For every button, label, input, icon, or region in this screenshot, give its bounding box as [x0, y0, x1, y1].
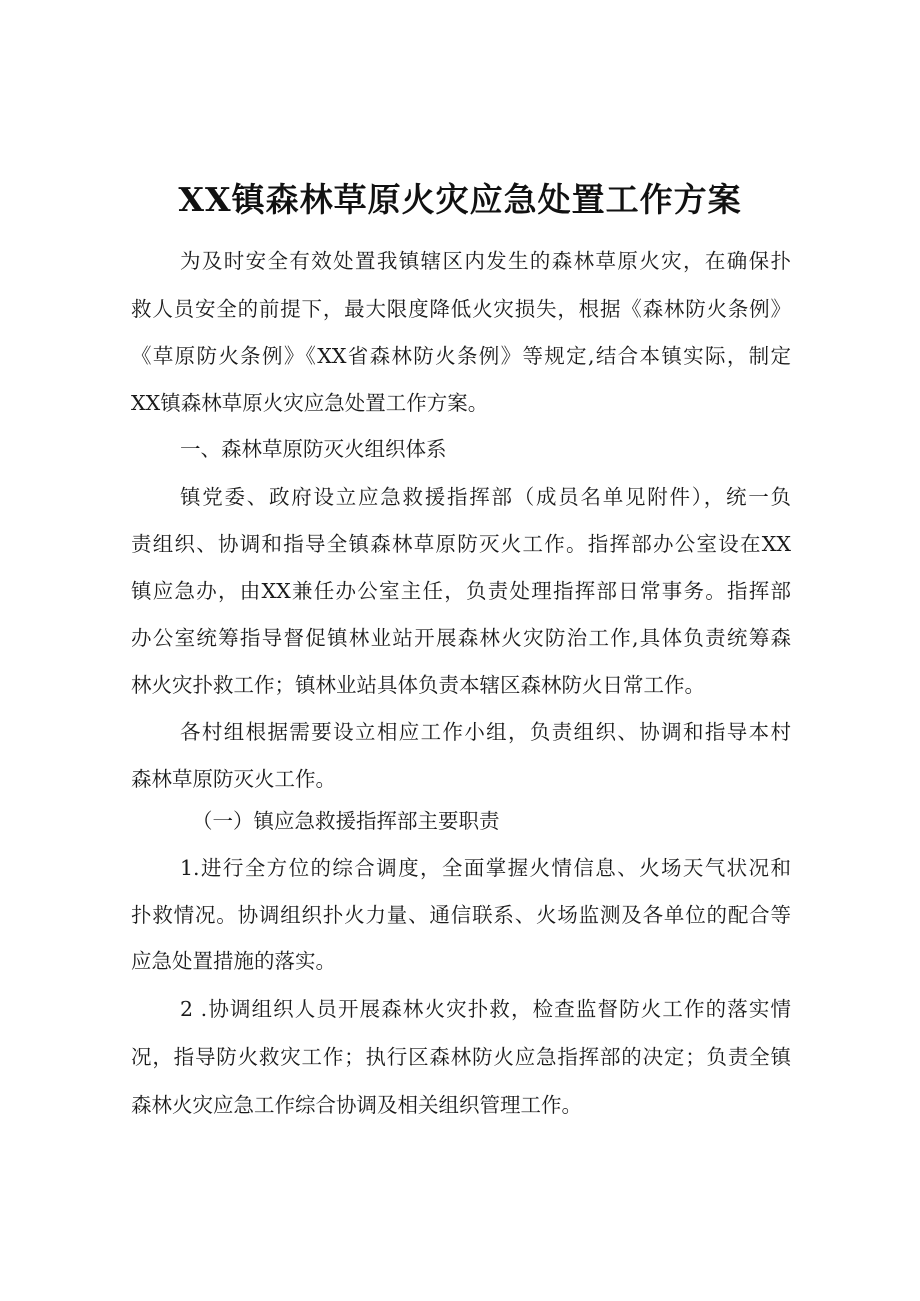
item1-line-3: 应急处置措施的落实。 — [131, 949, 336, 973]
section-heading: 一、森林草原防灭火组织体系 — [180, 437, 447, 461]
intro-line-3: 《草原防火条例》《XX省森林防火条例》等规定,结合本镇实际，制定 — [131, 344, 791, 368]
section1-para1-line-4: 办公室统筹指导督促镇林业站开展森林火灾防治工作,具体负责统筹森 — [131, 626, 791, 650]
item1-line-2: 扑救情况。协调组织扑火力量、通信联系、火场监测及各单位的配合等 — [131, 903, 791, 927]
item2-line-3: 森林火灾应急工作综合协调及相关组织管理工作。 — [131, 1093, 582, 1117]
subsection-heading: （一）镇应急救援指挥部主要职责 — [192, 809, 500, 833]
item1-line-1: 1.进行全方位的综合调度，全面掌握火情信息、火场天气状况和 — [180, 856, 791, 880]
item2-line-1: 2 .协调组织人员开展森林火灾扑救，检查监督防火工作的落实情 — [180, 997, 791, 1021]
section1-para1-line-3: 镇应急办，由XX兼任办公室主任，负责处理指挥部日常事务。指挥部 — [131, 579, 791, 603]
section1-para2-line-1: 各村组根据需要设立相应工作小组，负责组织、协调和指导本村 — [180, 720, 791, 744]
intro-line-1: 为及时安全有效处置我镇辖区内发生的森林草原火灾，在确保扑 — [180, 249, 791, 273]
intro-line-2: 救人员安全的前提下，最大限度降低火灾损失，根据《森林防火条例》 — [131, 297, 791, 321]
section1-para1-line-1: 镇党委、政府设立应急救援指挥部（成员名单见附件），统一负 — [180, 485, 791, 509]
intro-line-4: XX镇森林草原火灾应急处置工作方案。 — [131, 391, 489, 415]
section1-para2-line-2: 森林草原防灭火工作。 — [131, 767, 336, 791]
item2-line-2: 况，指导防火救灾工作；执行区森林防火应急指挥部的决定；负责全镇 — [131, 1045, 791, 1069]
section1-para1-line-5: 林火灾扑救工作；镇林业站具体负责本辖区森林防火日常工作。 — [131, 673, 705, 697]
document-title: XX镇森林草原火灾应急处置工作方案 — [178, 180, 742, 219]
section1-para1-line-2: 责组织、协调和指导全镇森林草原防灭火工作。指挥部办公室设在XX — [131, 532, 791, 556]
